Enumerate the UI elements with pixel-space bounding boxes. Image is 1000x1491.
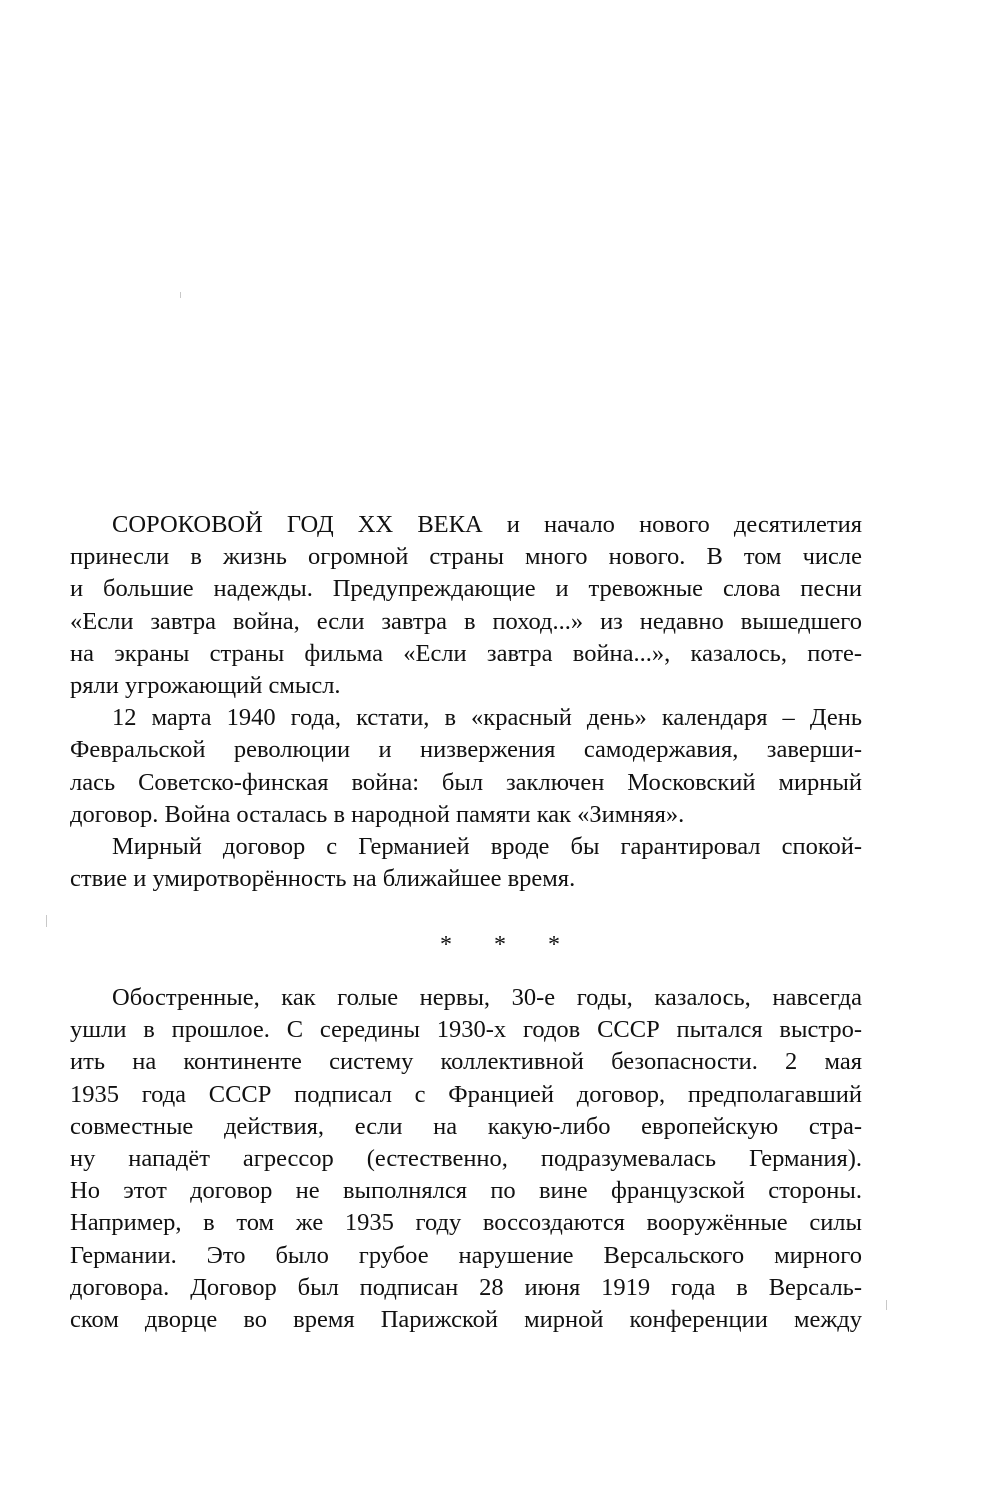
paragraph bbox=[70, 702, 862, 831]
text-line: Февральской революции и низвержения самодержавия, заверши- bbox=[70, 736, 862, 764]
text-line: Но этот договор не выполнялся по вине французской стороны. bbox=[70, 1177, 862, 1205]
text-line: ну нападёт агрессор (естественно, подразумевалась Германия). bbox=[70, 1144, 862, 1172]
text-line: ствие и умиротворённость на ближайшее время. bbox=[70, 865, 576, 893]
text-line: лась Советско-финская война: был заключен Московский мирный bbox=[70, 768, 862, 796]
paragraph bbox=[70, 509, 862, 702]
text-line: договора. Договор был подписан 28 июня 1919 года в Версаль- bbox=[70, 1273, 862, 1301]
text-line: Обостренные, как голые нервы, 30-е годы, казалось, навсегда bbox=[112, 984, 862, 1011]
text-line: договор. Война осталась в народной памяти как «Зимняя». bbox=[70, 800, 685, 828]
text-line: ском дворце во время Парижской мирной конференции между bbox=[70, 1305, 862, 1333]
text-block-bottom bbox=[70, 982, 862, 1336]
paragraph bbox=[70, 831, 862, 895]
text-line: и большие надежды. Предупреждающие и тревожные слова песни bbox=[70, 575, 862, 603]
paragraph bbox=[70, 982, 862, 1336]
text-line: Например, в том же 1935 году воссоздаются вооружённые силы bbox=[70, 1209, 862, 1237]
text-line: Мирный договор с Германией вроде бы гарантировал спокой- bbox=[112, 832, 862, 860]
section-separator: * * * bbox=[440, 932, 578, 958]
scan-speck bbox=[180, 292, 181, 298]
scan-speck bbox=[46, 915, 47, 927]
text-line: совместные действия, если на какую-либо европейскую стра- bbox=[70, 1112, 862, 1140]
text-line: ушли в прошлое. С середины 1930-х годов СССР пытался выстро- bbox=[70, 1016, 862, 1044]
text-line: на экраны страны фильма «Если завтра война...», казалось, поте- bbox=[70, 639, 862, 667]
text-line: ряли угрожающий смысл. bbox=[70, 671, 341, 699]
text-block-top bbox=[70, 509, 862, 895]
text-line: СОРОКОВОЙ ГОД XX ВЕКА и начало нового десятилетия bbox=[112, 511, 862, 538]
text-line: принесли в жизнь огромной страны много нового. В том числе bbox=[70, 543, 862, 571]
scan-speck bbox=[886, 1300, 887, 1310]
text-line: 1935 года СССР подписал с Францией договор, предполагавший bbox=[70, 1080, 862, 1108]
text-line: ить на континенте систему коллективной безопасности. 2 мая bbox=[70, 1048, 862, 1076]
text-line: «Если завтра война, если завтра в поход...» из недавно вышедшего bbox=[70, 607, 862, 635]
text-line: Германии. Это было грубое нарушение Версальского мирного bbox=[70, 1241, 862, 1269]
text-line: 12 марта 1940 года, кстати, в «красный день» календаря – День bbox=[112, 704, 862, 732]
